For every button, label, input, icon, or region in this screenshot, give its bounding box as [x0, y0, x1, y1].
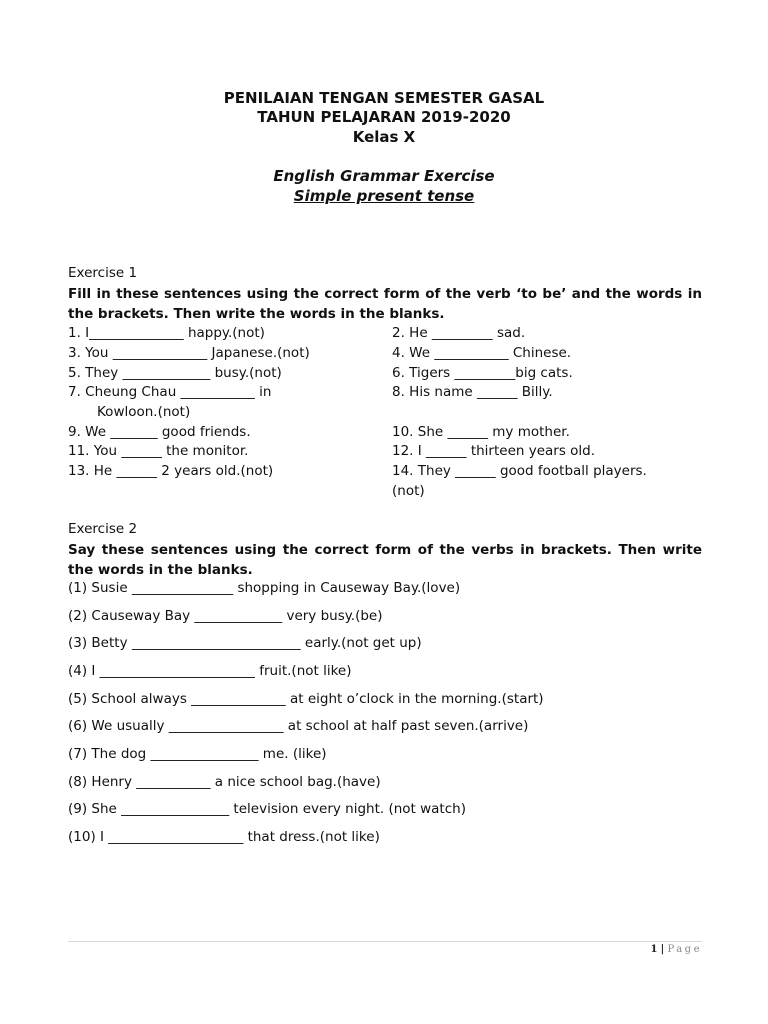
exercise-1-item: 8. His name ______ Billy.: [392, 384, 553, 400]
exercise-1-instruction: Fill in these sentences using the correct form of the verb ‘to be’ and the words in the brackets. Then write the words in the blanks.: [68, 286, 702, 322]
exercise-1-item: 10. She ______ my mother.: [392, 424, 570, 440]
page-footer: [650, 944, 702, 955]
exercise-1-item: 4. We ___________ Chinese.: [392, 345, 572, 361]
exercise-2-item: (4) I _______________________ fruit.(not like): [68, 663, 352, 679]
footer-divider: [68, 941, 702, 942]
exercise-1-item: 7. Cheung Chau ___________ in: [68, 384, 272, 400]
doc-topic: [0, 187, 768, 207]
doc-subtitle: English Grammar Exercise: [273, 167, 495, 185]
exercise-1-item-continuation: (not): [392, 483, 425, 499]
page-word: Page: [667, 944, 702, 955]
exercise-1-item: 3. You ______________ Japanese.(not): [68, 345, 310, 361]
exercise-2-item: (8) Henry ___________ a nice school bag.(have): [68, 774, 381, 790]
exercise-2-item: (5) School always ______________ at eight o’clock in the morning.(start): [68, 691, 544, 707]
exercise-1-item-continuation: Kowloon.(not): [97, 404, 191, 420]
exercise-1-item: 9. We _______ good friends.: [68, 424, 251, 440]
exercise-1-item: 12. I ______ thirteen years old.: [392, 443, 596, 459]
exercise-2-title: Exercise 2: [68, 521, 138, 537]
doc-title-line-2: TAHUN PELAJARAN 2019-2020: [257, 108, 511, 126]
exercise-1-item: 1. I______________ happy.(not): [68, 325, 265, 341]
exercise-1-item: 2. He _________ sad.: [392, 325, 526, 341]
exercise-2-item: (1) Susie _______________ shopping in Causeway Bay.(love): [68, 580, 461, 596]
doc-title-line-1: PENILAIAN TENGAN SEMESTER GASAL: [223, 89, 545, 107]
exercise-2-item: (7) The dog ________________ me. (like): [68, 746, 327, 762]
exercise-2-item: (9) She ________________ television every night. (not watch): [68, 801, 466, 817]
exercise-2-item: (2) Causeway Bay _____________ very busy.(be): [68, 608, 383, 624]
exercise-2-item: (6) We usually _________________ at school at half past seven.(arrive): [68, 718, 529, 734]
doc-topic-text: Simple present tense: [293, 187, 475, 205]
exercise-1-item: 13. He ______ 2 years old.(not): [68, 463, 274, 479]
exercise-1-item: 6. Tigers _________big cats.: [392, 365, 573, 381]
page-number: 1: [650, 944, 658, 955]
exercise-2-item: (10) I ____________________ that dress.(not like): [68, 829, 380, 845]
exercise-2-item: (3) Betty _________________________ early.(not get up): [68, 635, 422, 651]
exercise-1-item: 14. They ______ good football players.: [392, 463, 647, 479]
exercise-2-instruction: Say these sentences using the correct form of the verbs in brackets. Then write the words in the blanks.: [68, 542, 702, 578]
exercise-1-item: 11. You ______ the monitor.: [68, 443, 249, 459]
exercise-1-item: 5. They _____________ busy.(not): [68, 365, 282, 381]
page-separator: |: [660, 944, 665, 955]
doc-title-line-3: Kelas X: [352, 128, 416, 146]
exercise-1-title: Exercise 1: [68, 265, 138, 281]
